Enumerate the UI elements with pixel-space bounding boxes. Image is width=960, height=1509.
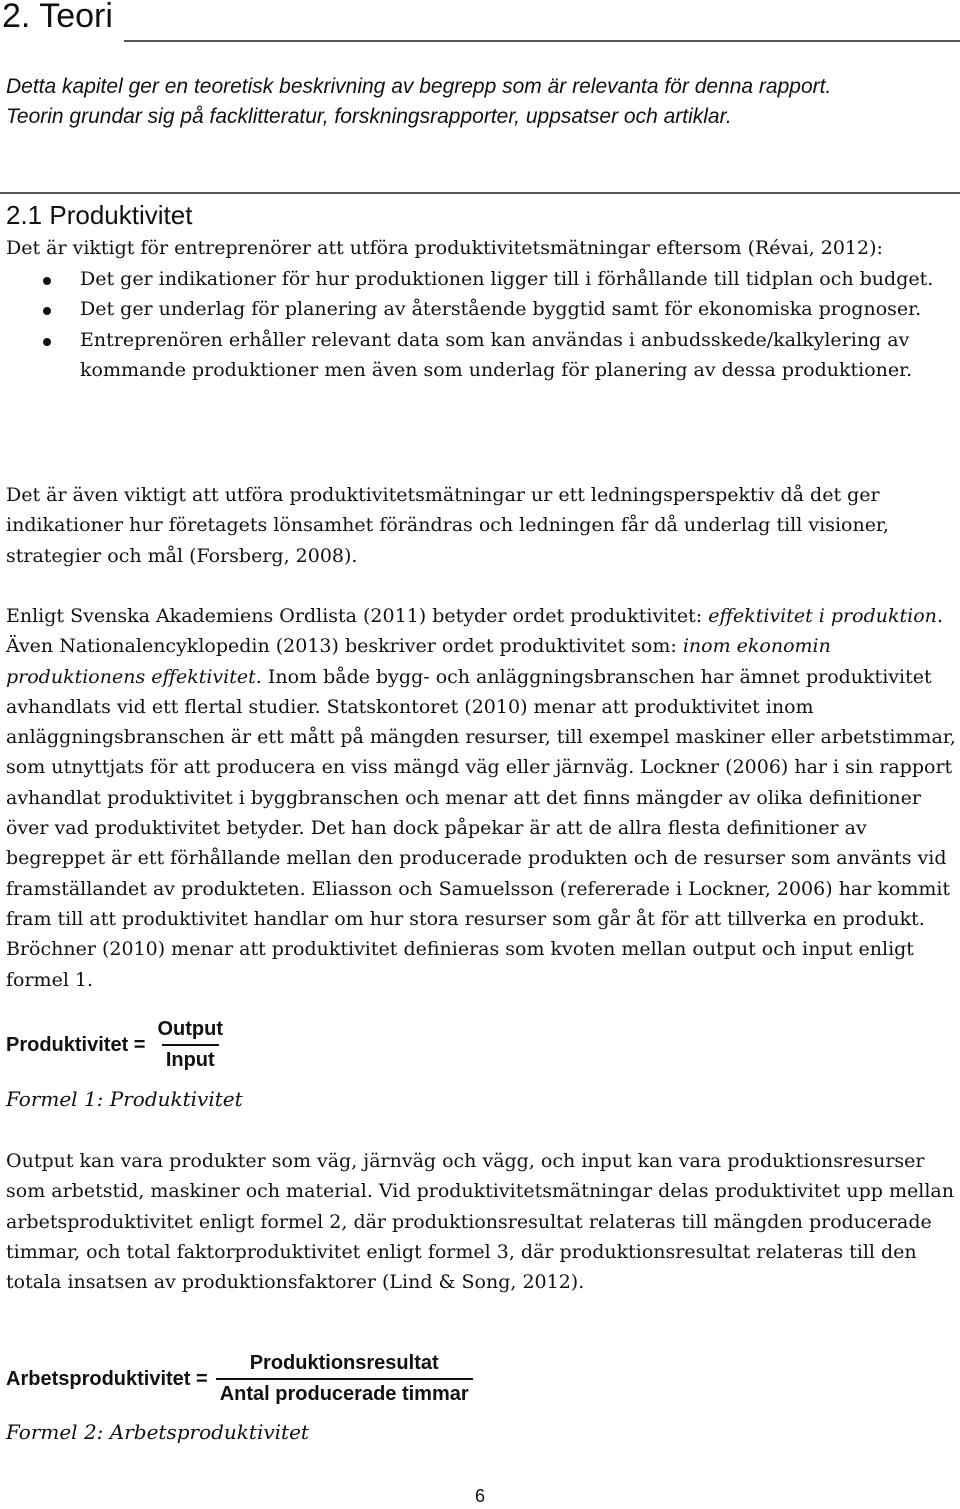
paragraph-text: . Inom både bygg- och anläggningsbranschen har ämnet produktivitet avhandlats vid ett flertal studier. Statskontoret (2010) menar att produktivitet inom anläggningsbranschen är ett mått på mängden resurser, till exempel maskiner eller arbetstimmar, som utnyttjats för att producera en viss mängd väg eller järnväg. Lockner (2006) har i sin rapport avhandlat produktivitet i byggbranschen och menar att det finns mängder av olika definitioner över vad produktivitet betyder. Det han dock påpekar är att de allra flesta definitioner av begreppet är ett förhållande mellan den producerade produkten och de resurser som använts vid framställandet av produkteten. Eliasson och Samuelsson (refererade i Lockner, 2006) har kommit fram till att produktivitet handlar om hur stora resurser som går åt för att tillverka en produkt. Bröchner (2010) menar att produktivitet definieras som kvoten mellan output och input enligt formel 1. bbox=[6, 665, 956, 991]
formula-1 bbox=[6, 1018, 227, 1072]
lead-paragraph: Det är viktigt för entreprenörer att utföra produktivitetsmätningar eftersom (Révai, 2012): bbox=[6, 237, 883, 259]
formula-fraction bbox=[153, 1018, 227, 1072]
section-intro bbox=[6, 72, 956, 132]
bullet-list bbox=[0, 264, 960, 385]
list-item bbox=[0, 264, 960, 294]
intro-line-1: Detta kapitel ger en teoretisk beskrivning av begrepp som är relevanta för denna rapport. bbox=[6, 75, 832, 98]
list-item-text: Det ger underlag för planering av återstående byggtid samt för ekonomiska prognoser. bbox=[80, 298, 922, 321]
paragraph-text: . Även Nationalencyklopedin (2013) beskriver ordet produktivitet som: bbox=[6, 605, 943, 658]
list-item bbox=[0, 294, 960, 324]
page-number: 6 bbox=[474, 1486, 485, 1506]
formula-numerator: Produktionsresultat bbox=[249, 1352, 439, 1374]
intro-divider bbox=[0, 192, 960, 194]
paragraph-definitions bbox=[6, 601, 956, 995]
formula-numerator: Output bbox=[157, 1018, 224, 1040]
section-title-rule bbox=[124, 40, 960, 42]
subsection-title: 2.1 Produktivitet bbox=[6, 200, 193, 230]
paragraph-output-input: Output kan vara produkter som väg, järnväg och vägg, och input kan vara produktionsresurser som arbetstid, maskiner och material. Vid produktivitetsmätningar delas produktivitet upp mellan arbetsproduktivitet enligt formel 2, där produktionsresultat relateras till mängden producerade timmar, och total faktorproduktivitet enligt formel 3, där produktionsresultat relateras till den totala insatsen av produktionsfaktorer (Lind & Song, 2012). bbox=[6, 1150, 954, 1294]
paragraph-text: Enligt Svenska Akademiens Ordlista (2011) betyder ordet produktivitet: bbox=[6, 605, 709, 627]
formula-fraction bbox=[216, 1352, 473, 1406]
formula-caption: Formel 2: Arbetsproduktivitet bbox=[6, 1420, 309, 1444]
formula-denominator: Antal producerade timmar bbox=[216, 1378, 473, 1406]
list-item bbox=[0, 325, 960, 386]
intro-line-2: Teorin grundar sig på facklitteratur, forskningsrapporter, uppsatser och artiklar. bbox=[6, 105, 732, 128]
bullet-icon bbox=[43, 277, 51, 285]
formula-denominator: Input bbox=[162, 1044, 219, 1072]
list-item-text: Det ger indikationer för hur produktionen ligger till i förhållande till tidplan och budget. bbox=[80, 268, 934, 290]
paragraph-leadership: Det är även viktigt att utföra produktivitetsmätningar ur ett ledningsperspektiv då det ger indikationer hur företagets lönsamhet förändras och ledningen får då underlag till visioner, strategier och mål (Forsberg, 2008). bbox=[6, 484, 889, 567]
formula-lhs: Produktivitet = bbox=[6, 1033, 146, 1056]
emphasis-text: inom ekonomin produktionens effektivitet bbox=[6, 635, 831, 688]
section-title: 2. Teori bbox=[2, 0, 113, 35]
formula-2 bbox=[6, 1352, 473, 1406]
bullet-icon bbox=[43, 338, 51, 346]
formula-lhs: Arbetsproduktivitet = bbox=[6, 1367, 208, 1390]
formula-caption: Formel 1: Produktivitet bbox=[6, 1087, 243, 1111]
emphasis-text: effektivitet i produktion bbox=[708, 605, 937, 627]
list-item-text: Entreprenören erhåller relevant data som kan användas i anbudsskede/kalkylering av kommande produktioner men även som underlag för planering av dessa produktioner. bbox=[80, 328, 913, 381]
bullet-icon bbox=[43, 307, 51, 315]
